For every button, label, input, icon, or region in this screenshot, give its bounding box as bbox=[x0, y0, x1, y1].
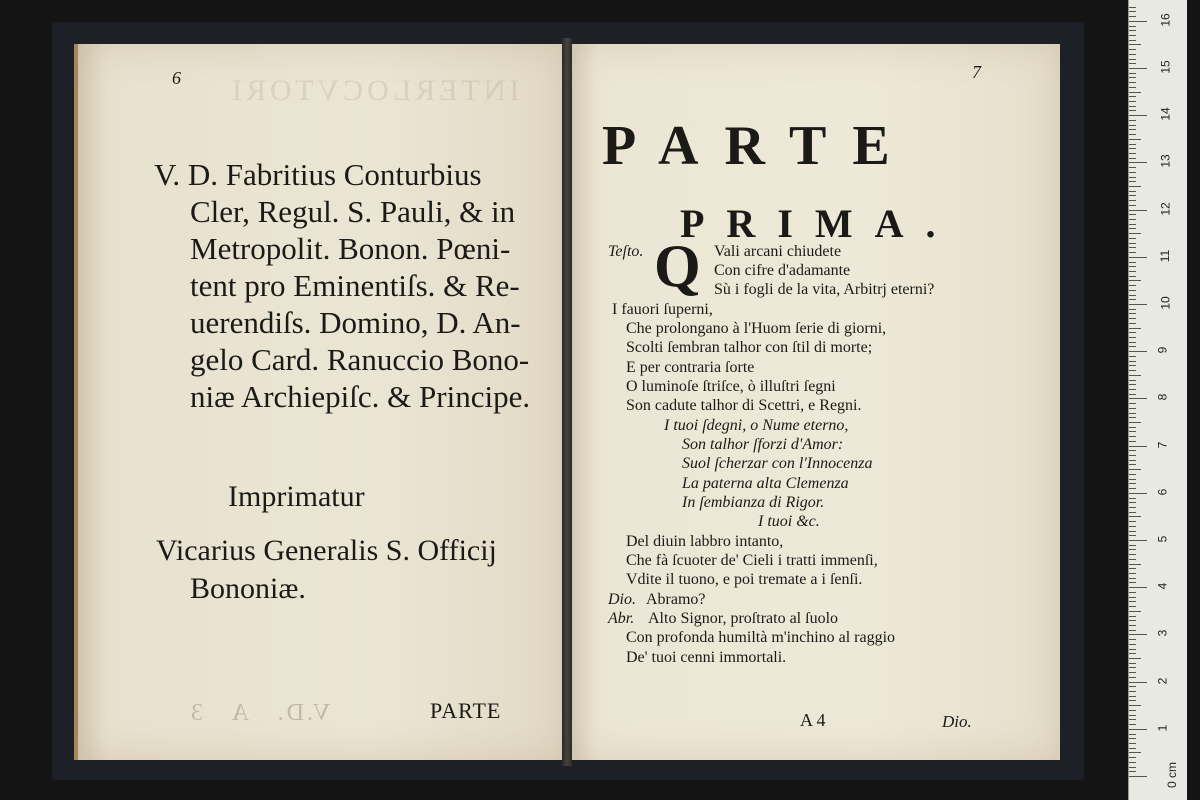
ruler-tick bbox=[1129, 332, 1136, 333]
vicarius-line: Vicarius Generalis S. Officij bbox=[156, 534, 497, 567]
ruler-tick bbox=[1129, 304, 1147, 305]
ruler-tick bbox=[1129, 625, 1136, 626]
verse-line: E per contraria ſorte bbox=[626, 359, 755, 376]
ruler-label: 3 bbox=[1155, 630, 1170, 637]
ruler-tick bbox=[1129, 762, 1136, 763]
approval-line: gelo Card. Ranuccio Bono- bbox=[190, 342, 530, 377]
ruler-tick bbox=[1129, 521, 1136, 522]
verse-line: Sù i fogli de la vita, Arbitrj eterni? bbox=[714, 281, 935, 298]
ruler-tick bbox=[1129, 30, 1136, 31]
ruler-tick bbox=[1129, 719, 1136, 720]
ruler-tick bbox=[1129, 653, 1136, 654]
ruler-tick bbox=[1129, 191, 1136, 192]
ruler-tick bbox=[1129, 578, 1136, 579]
ruler-tick bbox=[1129, 464, 1136, 465]
ruler-label: 9 bbox=[1155, 346, 1170, 354]
approval-line: Metropolit. Bonon. Pœni- bbox=[190, 231, 511, 266]
ruler-tick bbox=[1129, 87, 1136, 88]
ruler-tick bbox=[1129, 77, 1136, 78]
ruler-tick bbox=[1129, 616, 1136, 617]
ruler-tick bbox=[1129, 361, 1136, 362]
drop-capital: Q bbox=[654, 233, 701, 299]
aria-line: I tuoi &c. bbox=[758, 513, 820, 530]
ruler-tick bbox=[1129, 44, 1141, 45]
ruler-tick bbox=[1129, 172, 1136, 173]
ruler-tick bbox=[1129, 502, 1136, 503]
ruler-tick bbox=[1129, 705, 1141, 706]
ruler-tick bbox=[1129, 323, 1136, 324]
ruler-tick bbox=[1129, 101, 1136, 102]
left-catchword: PARTE bbox=[430, 698, 502, 723]
ruler-tick bbox=[1129, 431, 1136, 432]
ruler-tick bbox=[1129, 49, 1136, 50]
verse-line: Vdite il tuono, e poi tremate a i ſenſi. bbox=[626, 571, 863, 588]
ruler-label: 4 bbox=[1155, 582, 1170, 590]
ruler-tick bbox=[1129, 394, 1136, 395]
ruler-tick bbox=[1129, 177, 1136, 178]
ruler-tick bbox=[1129, 7, 1136, 8]
ruler-tick bbox=[1129, 351, 1147, 352]
ruler-tick bbox=[1129, 262, 1136, 263]
ruler-tick bbox=[1129, 630, 1136, 631]
ruler-tick bbox=[1129, 309, 1136, 310]
verse-line: Del diuin labbro intanto, bbox=[626, 533, 784, 550]
ruler-tick bbox=[1129, 290, 1136, 291]
right-page-number: 7 bbox=[972, 62, 981, 82]
speaker-label: Dio. bbox=[608, 591, 636, 608]
ruler-tick bbox=[1129, 535, 1136, 536]
ruler-tick bbox=[1129, 526, 1136, 527]
ruler-tick bbox=[1129, 110, 1136, 111]
ruler-tick bbox=[1129, 493, 1147, 494]
ruler-tick bbox=[1129, 757, 1136, 758]
ruler-tick bbox=[1129, 413, 1136, 414]
verse-line: Abramo? bbox=[646, 591, 706, 608]
right-catchword: Dio. bbox=[942, 712, 972, 731]
ruler-label: 12 bbox=[1158, 201, 1173, 216]
ruler-tick bbox=[1129, 214, 1136, 215]
approval-line: tent pro Eminentiſs. & Re- bbox=[190, 268, 520, 303]
ruler-tick bbox=[1129, 559, 1136, 560]
ruler-tick bbox=[1129, 403, 1136, 404]
ruler-tick bbox=[1129, 677, 1136, 678]
aria-line: La paterna alta Clemenza bbox=[682, 475, 849, 492]
ruler-tick bbox=[1129, 545, 1136, 546]
ruler-tick bbox=[1129, 200, 1136, 201]
ruler-tick bbox=[1129, 21, 1147, 22]
ruler-tick bbox=[1129, 498, 1136, 499]
verse-line: Vali arcani chiudete bbox=[714, 243, 842, 260]
verse-line: Che fà ſcuoter de' Cieli i tratti immenſi, bbox=[626, 552, 878, 569]
ruler-tick bbox=[1129, 606, 1136, 607]
ruler-tick bbox=[1129, 68, 1147, 69]
ruler-tick bbox=[1129, 257, 1147, 258]
ruler-tick bbox=[1129, 134, 1136, 135]
ruler-tick bbox=[1129, 672, 1136, 673]
ruler-tick bbox=[1129, 375, 1141, 376]
measuring-ruler bbox=[1128, 0, 1187, 800]
ruler-tick bbox=[1129, 582, 1136, 583]
verse-line: I fauori ſuperni, bbox=[612, 301, 713, 318]
ruler-tick bbox=[1129, 73, 1136, 74]
ruler-label: 8 bbox=[1155, 394, 1170, 401]
verse-line: De' tuoi cenni immortali. bbox=[626, 649, 787, 666]
ruler-label: 6 bbox=[1155, 488, 1170, 496]
ruler-tick bbox=[1129, 11, 1136, 12]
ruler-tick bbox=[1129, 125, 1136, 126]
ruler-tick bbox=[1129, 564, 1141, 565]
ruler-tick bbox=[1129, 92, 1141, 93]
ruler-label: 13 bbox=[1158, 154, 1173, 169]
ruler-tick bbox=[1129, 224, 1136, 225]
ruler-tick bbox=[1129, 195, 1136, 196]
approval-line: Cler, Regul. S. Pauli, & in bbox=[190, 194, 516, 229]
ruler-tick bbox=[1129, 507, 1136, 508]
aria-line: In ſembianza di Rigor. bbox=[682, 494, 825, 511]
ruler-tick bbox=[1129, 715, 1136, 716]
ruler-tick bbox=[1129, 686, 1136, 687]
ruler-tick bbox=[1129, 469, 1141, 470]
ruler-tick bbox=[1129, 743, 1136, 744]
ruler-tick bbox=[1129, 295, 1136, 296]
ruler-tick bbox=[1129, 601, 1136, 602]
ruler-tick bbox=[1129, 776, 1147, 777]
speaker-label: Teſto. bbox=[608, 243, 644, 260]
ruler-tick bbox=[1129, 96, 1136, 97]
ruler-tick bbox=[1129, 427, 1136, 428]
ruler-tick bbox=[1129, 488, 1136, 489]
ruler-tick bbox=[1129, 644, 1136, 645]
approval-text bbox=[154, 156, 554, 415]
ruler-tick bbox=[1129, 120, 1136, 121]
ruler-tick bbox=[1129, 63, 1136, 64]
ruler-tick bbox=[1129, 436, 1136, 437]
verse-line: Alto Signor, proſtrato al ſuolo bbox=[648, 610, 839, 627]
ruler-tick bbox=[1129, 380, 1136, 381]
ruler-tick bbox=[1129, 356, 1136, 357]
ruler-tick bbox=[1129, 16, 1136, 17]
ruler-tick bbox=[1129, 450, 1136, 451]
ruler-tick bbox=[1129, 455, 1136, 456]
ruler-tick bbox=[1129, 724, 1136, 725]
ruler-tick bbox=[1129, 738, 1136, 739]
ruler-tick bbox=[1129, 370, 1136, 371]
ruler-tick bbox=[1129, 422, 1141, 423]
ruler-tick bbox=[1129, 328, 1141, 329]
vicarius-block bbox=[156, 532, 497, 608]
ruler-label: 11 bbox=[1158, 249, 1173, 263]
ruler-tick bbox=[1129, 342, 1136, 343]
ruler-tick bbox=[1129, 389, 1136, 390]
ruler-tick bbox=[1129, 611, 1141, 612]
aria-line: Son talhor ſforzi d'Amor: bbox=[682, 436, 844, 453]
ruler-tick bbox=[1129, 54, 1136, 55]
ruler-tick bbox=[1129, 233, 1141, 234]
verse-line: Che prolongano à l'Huom ſerie di giorni, bbox=[626, 320, 887, 337]
ruler-tick bbox=[1129, 238, 1136, 239]
ruler-tick bbox=[1129, 667, 1136, 668]
ruler-tick bbox=[1129, 162, 1147, 163]
ruler-label: 15 bbox=[1158, 60, 1173, 74]
ruler-tick bbox=[1129, 729, 1147, 730]
ruler-tick bbox=[1129, 266, 1136, 267]
ruler-tick bbox=[1129, 346, 1136, 347]
show-through-bottom: V.D. A 3 bbox=[188, 700, 331, 726]
ruler-tick bbox=[1129, 512, 1136, 513]
ruler-tick bbox=[1129, 700, 1136, 701]
ruler-tick bbox=[1129, 40, 1136, 41]
ruler-tick bbox=[1129, 129, 1136, 130]
ruler-label: 1 bbox=[1155, 724, 1170, 732]
ruler-tick bbox=[1129, 408, 1136, 409]
vicarius-line: Bononiæ. bbox=[190, 572, 306, 605]
ruler-tick bbox=[1129, 460, 1136, 461]
ruler-tick bbox=[1129, 696, 1136, 697]
aria-line: I tuoi ſdegni, o Nume eterno, bbox=[664, 417, 849, 434]
ruler-label: 16 bbox=[1158, 13, 1173, 27]
ruler-tick bbox=[1129, 318, 1136, 319]
ruler-tick bbox=[1129, 734, 1136, 735]
ruler-tick bbox=[1129, 35, 1136, 36]
ruler-tick bbox=[1129, 82, 1136, 83]
ruler-tick bbox=[1129, 280, 1141, 281]
ruler-tick bbox=[1129, 639, 1136, 640]
ruler-tick bbox=[1129, 106, 1136, 107]
part-title: PARTE bbox=[602, 115, 916, 177]
aria-line: Suol ſcherzar con l'Innocenza bbox=[682, 455, 873, 472]
ruler-tick bbox=[1129, 167, 1136, 168]
ruler-tick bbox=[1129, 531, 1136, 532]
ruler-tick bbox=[1129, 568, 1136, 569]
ruler-label: 2 bbox=[1155, 677, 1170, 684]
ruler-tick bbox=[1129, 252, 1136, 253]
ruler-tick bbox=[1129, 691, 1136, 692]
ruler-tick bbox=[1129, 483, 1136, 484]
ruler-tick bbox=[1129, 710, 1136, 711]
ruler-tick bbox=[1129, 441, 1136, 442]
ruler-tick bbox=[1129, 554, 1136, 555]
ruler-tick bbox=[1129, 398, 1147, 399]
ruler-tick bbox=[1129, 592, 1136, 593]
approval-line: niæ Archiepiſc. & Principe. bbox=[190, 379, 531, 414]
ruler-tick bbox=[1129, 384, 1136, 385]
ruler-tick bbox=[1129, 634, 1147, 635]
ruler-tick bbox=[1129, 446, 1147, 447]
approval-line: V. D. Fabritius Conturbius bbox=[154, 157, 482, 192]
ruler-tick bbox=[1129, 243, 1136, 244]
ruler-tick bbox=[1129, 228, 1136, 229]
ruler-tick bbox=[1129, 597, 1136, 598]
ruler-tick bbox=[1129, 417, 1136, 418]
ruler-tick bbox=[1129, 247, 1136, 248]
ruler-label: 0 cm bbox=[1165, 761, 1180, 789]
ruler-tick bbox=[1129, 59, 1136, 60]
ruler-tick bbox=[1129, 186, 1141, 187]
ruler-tick bbox=[1129, 205, 1136, 206]
ruler-tick bbox=[1129, 158, 1136, 159]
ruler-tick bbox=[1129, 271, 1136, 272]
ruler-tick bbox=[1129, 181, 1136, 182]
ruler-tick bbox=[1129, 365, 1136, 366]
ruler-tick bbox=[1129, 285, 1136, 286]
left-page-number: 6 bbox=[172, 68, 181, 88]
ruler-tick bbox=[1129, 587, 1147, 588]
ruler-tick bbox=[1129, 771, 1136, 772]
ruler-tick bbox=[1129, 516, 1141, 517]
ruler-label: 10 bbox=[1158, 296, 1173, 310]
ruler-tick bbox=[1129, 153, 1136, 154]
ruler-tick bbox=[1129, 663, 1136, 664]
ruler-tick bbox=[1129, 26, 1136, 27]
ruler-tick bbox=[1129, 540, 1147, 541]
ruler-label: 5 bbox=[1155, 535, 1170, 543]
ruler-tick bbox=[1129, 144, 1136, 145]
ruler-tick bbox=[1129, 474, 1136, 475]
ruler-tick bbox=[1129, 573, 1136, 574]
part-subtitle: PRIMA. bbox=[680, 201, 958, 246]
ruler-tick bbox=[1129, 299, 1136, 300]
ruler-label: 14 bbox=[1158, 107, 1173, 121]
ruler-tick bbox=[1129, 337, 1136, 338]
ruler-tick bbox=[1129, 748, 1136, 749]
speaker-label: Abr. bbox=[608, 610, 635, 627]
show-through-text: INTERLOCVTORI bbox=[228, 74, 520, 107]
ruler-tick bbox=[1129, 148, 1136, 149]
ruler-tick bbox=[1129, 767, 1136, 768]
approval-line: uerendiſs. Domino, D. An- bbox=[190, 305, 521, 340]
right-page bbox=[572, 44, 1060, 760]
ruler-tick bbox=[1129, 276, 1136, 277]
verse-line: Son cadute talhor di Scettri, e Regni. bbox=[626, 397, 862, 414]
ruler-tick bbox=[1129, 649, 1136, 650]
verse-line: Scolti ſembran talhor con ſtil di morte; bbox=[626, 339, 873, 356]
ruler-tick bbox=[1129, 210, 1147, 211]
verse-line: Con cifre d'adamante bbox=[714, 262, 851, 279]
ruler-tick bbox=[1129, 219, 1136, 220]
ruler-tick bbox=[1129, 620, 1136, 621]
verse-line: O luminoſe ſtriſce, ò illuſtri ſegni bbox=[626, 378, 836, 395]
ruler-tick bbox=[1129, 139, 1141, 140]
ruler-tick bbox=[1129, 752, 1141, 753]
ruler-tick bbox=[1129, 115, 1147, 116]
book-gutter bbox=[562, 38, 572, 766]
ruler-tick bbox=[1129, 549, 1136, 550]
imprimatur: Imprimatur bbox=[228, 480, 365, 513]
ruler-tick bbox=[1129, 313, 1136, 314]
ruler-label: 7 bbox=[1155, 441, 1170, 448]
ruler-tick bbox=[1129, 479, 1136, 480]
verse-line: Con profonda humiltà m'inchino al raggio bbox=[626, 629, 896, 646]
ruler-tick bbox=[1129, 658, 1141, 659]
signature-mark: A 4 bbox=[800, 710, 826, 730]
ruler-tick bbox=[1129, 682, 1147, 683]
left-page bbox=[74, 44, 566, 760]
